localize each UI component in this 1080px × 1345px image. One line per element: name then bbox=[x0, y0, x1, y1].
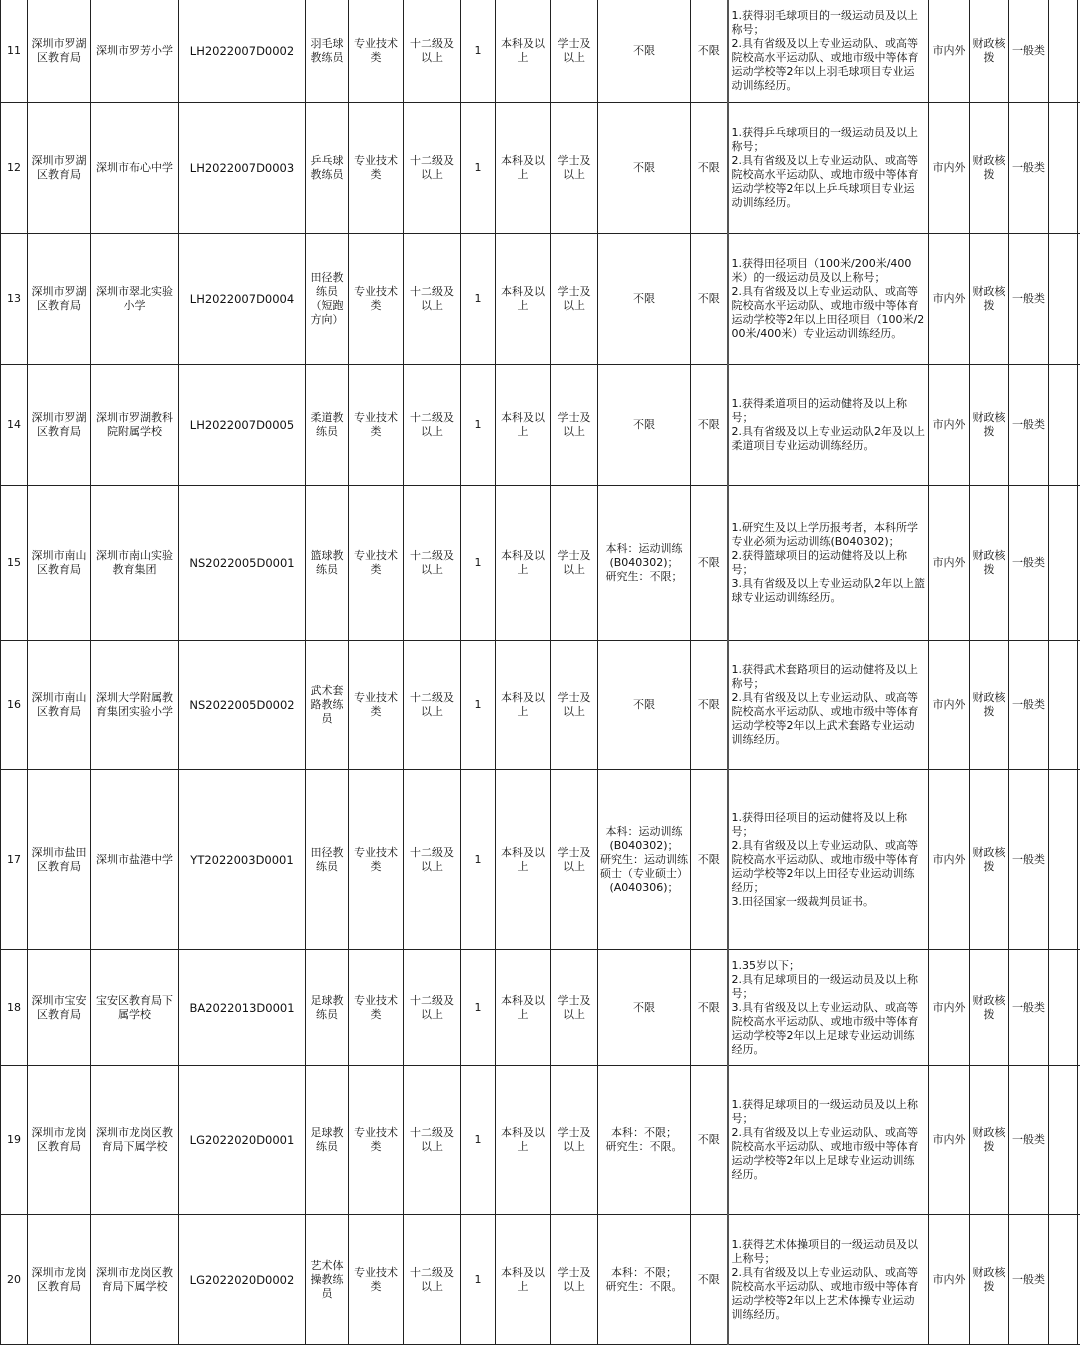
cell-scope: 市内外 bbox=[929, 1066, 970, 1215]
table-row bbox=[1, 770, 1080, 950]
cell-req: 1.获得田径项目（100米/200米/400米）的一级运动员及以上称号； 2.具有省级及以上专业运动队、或高等院校高水平运动队、或地市级中等体育运动学校等2年以上田径项目（100米/200米/400米）专业运动训练经历。 bbox=[728, 234, 929, 365]
cell-dept: 深圳市宝安区教育局 bbox=[28, 950, 91, 1066]
cell-level: 十二级及以上 bbox=[404, 0, 461, 103]
cell-no: 14 bbox=[1, 365, 28, 486]
cell-edu: 本科及以上 bbox=[496, 486, 551, 641]
cell-count: 1 bbox=[461, 1215, 496, 1345]
cell-no: 12 bbox=[1, 103, 28, 234]
cell-level: 十二级及以上 bbox=[404, 1215, 461, 1345]
cell-scope: 市内外 bbox=[929, 770, 970, 950]
cell-edu: 本科及以上 bbox=[496, 0, 551, 103]
cell-unit: 深圳市南山实验教育集团 bbox=[91, 486, 179, 641]
cell-dept: 深圳市盐田区教育局 bbox=[28, 770, 91, 950]
cell-edu: 本科及以上 bbox=[496, 234, 551, 365]
cell-code: LH2022007D0004 bbox=[179, 234, 306, 365]
cell-no: 13 bbox=[1, 234, 28, 365]
cell-age: 不限 bbox=[691, 365, 728, 486]
cell-req: 1.获得田径项目的运动健将及以上称号； 2.具有省级及以上专业运动队、或高等院校高水平运动队、或地市级中等体育运动学校等2年以上田径专业运动训练经历； 3.田径国家一级裁判员证书。 bbox=[728, 770, 929, 950]
cell-major: 不限 bbox=[598, 641, 691, 770]
cell-count: 1 bbox=[461, 1066, 496, 1215]
cell-no: 18 bbox=[1, 950, 28, 1066]
cell-edu: 本科及以上 bbox=[496, 641, 551, 770]
cell-edu: 本科及以上 bbox=[496, 1066, 551, 1215]
cell-type: 专业技术类 bbox=[349, 365, 404, 486]
cell-req: 1.获得足球项目的一级运动员及以上称号； 2.具有省级及以上专业运动队、或高等院校高水平运动队、或地市级中等体育运动学校等2年以上足球专业运动训练经历。 bbox=[728, 1066, 929, 1215]
cell-fund: 财政核拨 bbox=[970, 950, 1009, 1066]
cell-code: LG2022020D0001 bbox=[179, 1066, 306, 1215]
cell-edu: 本科及以上 bbox=[496, 365, 551, 486]
cell-note bbox=[1049, 0, 1078, 103]
cell-unit: 深圳市盐港中学 bbox=[91, 770, 179, 950]
cell-age: 不限 bbox=[691, 641, 728, 770]
cell-dept: 深圳市龙岗区教育局 bbox=[28, 1066, 91, 1215]
cell-age: 不限 bbox=[691, 1066, 728, 1215]
cell-scope: 市内外 bbox=[929, 0, 970, 103]
cell-unit: 深圳市龙岗区教育局下属学校 bbox=[91, 1066, 179, 1215]
cell-age: 不限 bbox=[691, 770, 728, 950]
cell-type: 专业技术类 bbox=[349, 486, 404, 641]
cell-degree: 学士及以上 bbox=[551, 365, 598, 486]
cell-level: 十二级及以上 bbox=[404, 641, 461, 770]
cell-code: YT2022003D0001 bbox=[179, 770, 306, 950]
cell-post: 田径教练员 bbox=[306, 770, 349, 950]
cell-dept: 深圳市罗湖区教育局 bbox=[28, 234, 91, 365]
cell-cat: 一般类 bbox=[1009, 234, 1049, 365]
cell-code: LH2022007D0005 bbox=[179, 365, 306, 486]
cell-count: 1 bbox=[461, 770, 496, 950]
cell-fund: 财政核拨 bbox=[970, 1215, 1009, 1345]
cell-edu: 本科及以上 bbox=[496, 1215, 551, 1345]
table-row bbox=[1, 365, 1080, 486]
cell-count: 1 bbox=[461, 0, 496, 103]
cell-level: 十二级及以上 bbox=[404, 365, 461, 486]
cell-count: 1 bbox=[461, 641, 496, 770]
cell-major: 不限 bbox=[598, 234, 691, 365]
cell-note bbox=[1049, 1215, 1078, 1345]
cell-fund: 财政核拨 bbox=[970, 365, 1009, 486]
cell-edu: 本科及以上 bbox=[496, 950, 551, 1066]
cell-unit: 深圳市龙岗区教育局下属学校 bbox=[91, 1215, 179, 1345]
cell-scope: 市内外 bbox=[929, 486, 970, 641]
cell-post: 足球教练员 bbox=[306, 950, 349, 1066]
table-row bbox=[1, 641, 1080, 770]
cell-count: 1 bbox=[461, 950, 496, 1066]
cell-scope: 市内外 bbox=[929, 365, 970, 486]
cell-scope: 市内外 bbox=[929, 1215, 970, 1345]
cell-req: 1.获得乒乓球项目的一级运动员及以上称号； 2.具有省级及以上专业运动队、或高等院校高水平运动队、或地市级中等体育运动学校等2年以上乒乓球项目专业运动训练经历。 bbox=[728, 103, 929, 234]
cell-req: 1.获得武术套路项目的运动健将及以上称号； 2.具有省级及以上专业运动队、或高等院校高水平运动队、或地市级中等体育运动学校等2年以上武术套路专业运动训练经历。 bbox=[728, 641, 929, 770]
cell-note bbox=[1049, 950, 1078, 1066]
cell-age: 不限 bbox=[691, 234, 728, 365]
table-row bbox=[1, 0, 1080, 103]
cell-major: 不限 bbox=[598, 103, 691, 234]
cell-cat: 一般类 bbox=[1009, 486, 1049, 641]
cell-cat: 一般类 bbox=[1009, 365, 1049, 486]
cell-level: 十二级及以上 bbox=[404, 1066, 461, 1215]
cell-dept: 深圳市南山区教育局 bbox=[28, 641, 91, 770]
cell-code: LH2022007D0002 bbox=[179, 0, 306, 103]
cell-post: 乒乓球教练员 bbox=[306, 103, 349, 234]
cell-degree: 学士及以上 bbox=[551, 950, 598, 1066]
cell-code: BA2022013D0001 bbox=[179, 950, 306, 1066]
table-row bbox=[1, 103, 1080, 234]
cell-age: 不限 bbox=[691, 950, 728, 1066]
cell-type: 专业技术类 bbox=[349, 641, 404, 770]
cell-scope: 市内外 bbox=[929, 103, 970, 234]
cell-cat: 一般类 bbox=[1009, 641, 1049, 770]
cell-age: 不限 bbox=[691, 1215, 728, 1345]
cell-degree: 学士及以上 bbox=[551, 0, 598, 103]
cell-type: 专业技术类 bbox=[349, 1066, 404, 1215]
cell-major: 不限 bbox=[598, 365, 691, 486]
cell-level: 十二级及以上 bbox=[404, 486, 461, 641]
cell-fund: 财政核拨 bbox=[970, 0, 1009, 103]
cell-no: 15 bbox=[1, 486, 28, 641]
cell-major: 本科：运动训练(B040302)； 研究生：不限； bbox=[598, 486, 691, 641]
cell-edu: 本科及以上 bbox=[496, 770, 551, 950]
cell-unit: 深圳市罗芳小学 bbox=[91, 0, 179, 103]
cell-note bbox=[1049, 486, 1078, 641]
cell-fund: 财政核拨 bbox=[970, 103, 1009, 234]
cell-cat: 一般类 bbox=[1009, 770, 1049, 950]
cell-no: 20 bbox=[1, 1215, 28, 1345]
cell-no: 16 bbox=[1, 641, 28, 770]
cell-major: 不限 bbox=[598, 0, 691, 103]
cell-dept: 深圳市罗湖区教育局 bbox=[28, 103, 91, 234]
cell-major: 本科：不限； 研究生：不限。 bbox=[598, 1215, 691, 1345]
cell-post: 足球教练员 bbox=[306, 1066, 349, 1215]
cell-note bbox=[1049, 641, 1078, 770]
cell-level: 十二级及以上 bbox=[404, 770, 461, 950]
cell-age: 不限 bbox=[691, 486, 728, 641]
cell-level: 十二级及以上 bbox=[404, 950, 461, 1066]
cell-fund: 财政核拨 bbox=[970, 1066, 1009, 1215]
cell-degree: 学士及以上 bbox=[551, 103, 598, 234]
cell-note bbox=[1049, 365, 1078, 486]
cell-no: 17 bbox=[1, 770, 28, 950]
cell-scope: 市内外 bbox=[929, 641, 970, 770]
cell-cat: 一般类 bbox=[1009, 950, 1049, 1066]
cell-cat: 一般类 bbox=[1009, 0, 1049, 103]
cell-dept: 深圳市龙岗区教育局 bbox=[28, 1215, 91, 1345]
cell-unit: 深圳大学附属教育集团实验小学 bbox=[91, 641, 179, 770]
cell-cat: 一般类 bbox=[1009, 1066, 1049, 1215]
cell-degree: 学士及以上 bbox=[551, 1215, 598, 1345]
cell-level: 十二级及以上 bbox=[404, 103, 461, 234]
cell-code: LH2022007D0003 bbox=[179, 103, 306, 234]
cell-age: 不限 bbox=[691, 0, 728, 103]
cell-note bbox=[1049, 103, 1078, 234]
cell-code: NS2022005D0001 bbox=[179, 486, 306, 641]
cell-type: 专业技术类 bbox=[349, 950, 404, 1066]
cell-post: 篮球教练员 bbox=[306, 486, 349, 641]
table-row bbox=[1, 234, 1080, 365]
cell-post: 田径教练员（短跑方向） bbox=[306, 234, 349, 365]
cell-fund: 财政核拨 bbox=[970, 641, 1009, 770]
cell-code: LG2022020D0002 bbox=[179, 1215, 306, 1345]
cell-no: 11 bbox=[1, 0, 28, 103]
cell-level: 十二级及以上 bbox=[404, 234, 461, 365]
cell-type: 专业技术类 bbox=[349, 0, 404, 103]
cell-unit: 深圳市罗湖教科院附属学校 bbox=[91, 365, 179, 486]
cell-unit: 深圳市翠北实验小学 bbox=[91, 234, 179, 365]
cell-req: 1.获得羽毛球项目的一级运动员及以上称号； 2.具有省级及以上专业运动队、或高等院校高水平运动队、或地市级中等体育运动学校等2年以上羽毛球项目专业运动训练经历。 bbox=[728, 0, 929, 103]
cell-dept: 深圳市罗湖区教育局 bbox=[28, 0, 91, 103]
cell-type: 专业技术类 bbox=[349, 103, 404, 234]
cell-age: 不限 bbox=[691, 103, 728, 234]
cell-type: 专业技术类 bbox=[349, 770, 404, 950]
cell-unit: 深圳市布心中学 bbox=[91, 103, 179, 234]
table-row bbox=[1, 1215, 1080, 1345]
cell-note bbox=[1049, 1066, 1078, 1215]
table-row bbox=[1, 1066, 1080, 1215]
cell-count: 1 bbox=[461, 486, 496, 641]
cell-scope: 市内外 bbox=[929, 950, 970, 1066]
cell-post: 武术套路教练员 bbox=[306, 641, 349, 770]
cell-req: 1.获得艺术体操项目的一级运动员及以上称号； 2.具有省级及以上专业运动队、或高等院校高水平运动队、或地市级中等体育运动学校等2年以上艺术体操专业运动训练经历。 bbox=[728, 1215, 929, 1345]
cell-req: 1.35岁以下； 2.具有足球项目的一级运动员及以上称号； 3.具有省级及以上专业运动队、或高等院校高水平运动队、或地市级中等体育运动学校等2年以上足球专业运动训练经历。 bbox=[728, 950, 929, 1066]
cell-fund: 财政核拨 bbox=[970, 486, 1009, 641]
cell-note bbox=[1049, 234, 1078, 365]
cell-edu: 本科及以上 bbox=[496, 103, 551, 234]
cell-dept: 深圳市罗湖区教育局 bbox=[28, 365, 91, 486]
cell-cat: 一般类 bbox=[1009, 1215, 1049, 1345]
cell-fund: 财政核拨 bbox=[970, 770, 1009, 950]
cell-post: 羽毛球教练员 bbox=[306, 0, 349, 103]
cell-code: NS2022005D0002 bbox=[179, 641, 306, 770]
cell-scope: 市内外 bbox=[929, 234, 970, 365]
table-row bbox=[1, 950, 1080, 1066]
cell-type: 专业技术类 bbox=[349, 234, 404, 365]
cell-cat: 一般类 bbox=[1009, 103, 1049, 234]
cell-degree: 学士及以上 bbox=[551, 234, 598, 365]
cell-degree: 学士及以上 bbox=[551, 770, 598, 950]
cell-post: 艺术体操教练员 bbox=[306, 1215, 349, 1345]
cell-unit: 宝安区教育局下属学校 bbox=[91, 950, 179, 1066]
cell-req: 1.获得柔道项目的运动健将及以上称号； 2.具有省级及以上专业运动队2年及以上柔道项目专业运动训练经历。 bbox=[728, 365, 929, 486]
cell-count: 1 bbox=[461, 365, 496, 486]
table-row bbox=[1, 486, 1080, 641]
cell-degree: 学士及以上 bbox=[551, 486, 598, 641]
cell-count: 1 bbox=[461, 234, 496, 365]
cell-degree: 学士及以上 bbox=[551, 641, 598, 770]
cell-major: 本科：不限； 研究生：不限。 bbox=[598, 1066, 691, 1215]
cell-req: 1.研究生及以上学历报考者，本科所学专业必须为运动训练(B040302)； 2.获得篮球项目的运动健将及以上称号； 3.具有省级及以上专业运动队2年以上篮球专业运动训练经历。 bbox=[728, 486, 929, 641]
cell-degree: 学士及以上 bbox=[551, 1066, 598, 1215]
cell-major: 不限 bbox=[598, 950, 691, 1066]
cell-no: 19 bbox=[1, 1066, 28, 1215]
cell-dept: 深圳市南山区教育局 bbox=[28, 486, 91, 641]
cell-major: 本科：运动训练(B040302)； 研究生：运动训练硕士（专业硕士）(A040306)； bbox=[598, 770, 691, 950]
cell-count: 1 bbox=[461, 103, 496, 234]
cell-post: 柔道教练员 bbox=[306, 365, 349, 486]
cell-fund: 财政核拨 bbox=[970, 234, 1009, 365]
cell-type: 专业技术类 bbox=[349, 1215, 404, 1345]
cell-note bbox=[1049, 770, 1078, 950]
